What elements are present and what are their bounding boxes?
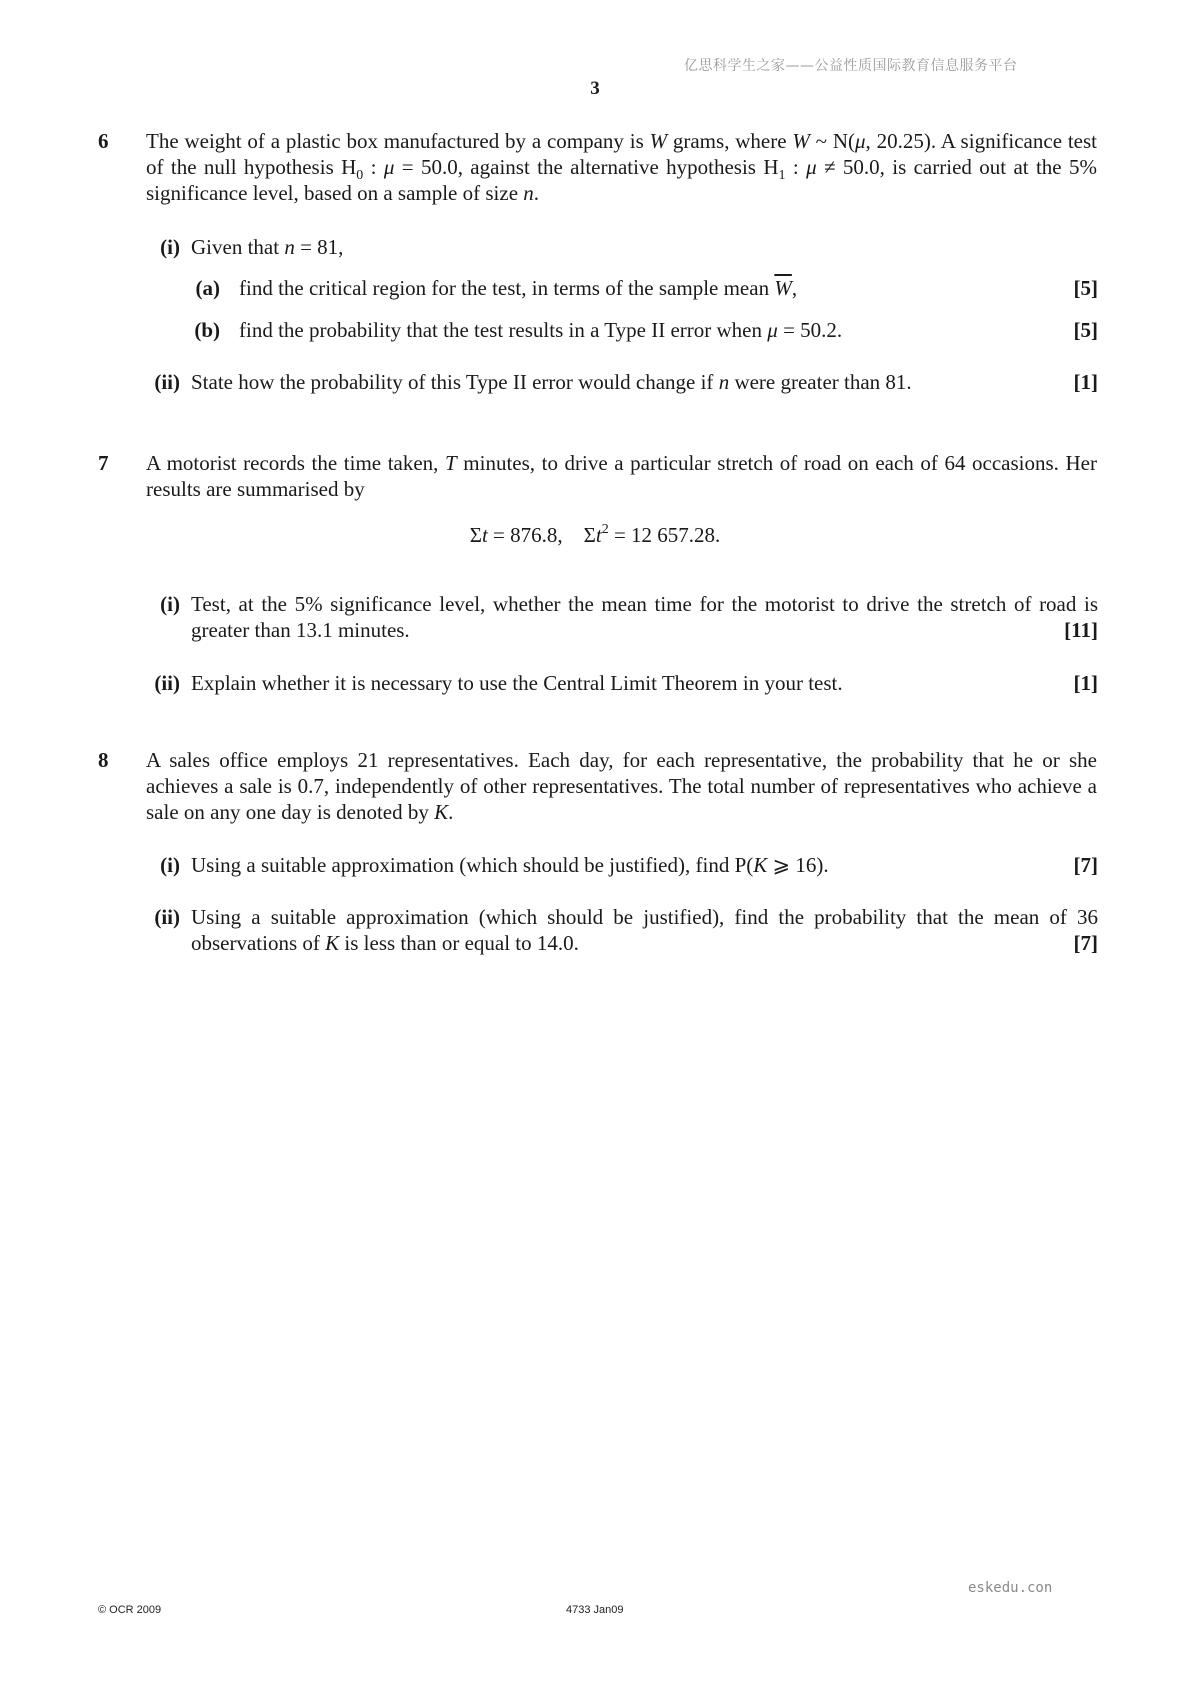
part-text: Test, at the 5% significance level, whether the mean time for the motorist to drive the stretch of road is greater than 13.1 minutes. bbox=[191, 592, 1098, 642]
part-text: find the critical region for the test, in terms of the sample mean $\overline{W}$, bbox=[239, 276, 798, 300]
question-8 bbox=[98, 747, 1098, 825]
part-label: (ii) bbox=[154, 671, 180, 695]
page-number: 3 bbox=[590, 78, 600, 99]
part-label: (ii) bbox=[154, 370, 180, 394]
part-label: (i) bbox=[160, 235, 180, 259]
question-number: 6 bbox=[98, 129, 109, 153]
part-text: Given that n = 81, bbox=[191, 235, 344, 259]
part-label: (i) bbox=[160, 853, 180, 877]
part-text: State how the probability of this Type II error would change if n were greater than 81. bbox=[191, 370, 912, 394]
part-text: Using a suitable approximation (which should be justified), find the probability that the mean of 36 observations of K is less than or equal to 14.0. bbox=[191, 905, 1098, 955]
marks-badge: [7] bbox=[1073, 853, 1098, 877]
part-label: (a) bbox=[195, 276, 220, 300]
part-text: Using a suitable approximation (which should be justified), find P(K ⩾ 16). bbox=[191, 853, 829, 877]
question-stem: A motorist records the time taken, T minutes, to drive a particular stretch of road on each of 64 occasions. Her results are summarised by bbox=[146, 451, 1097, 501]
question-stem: A sales office employs 21 representatives. Each day, for each representative, the probability that he or she achieves a sale is 0.7, independently of other representatives. The total number of representatives who achieve a sale on any one day is denoted by K. bbox=[146, 748, 1097, 824]
question-number: 7 bbox=[98, 451, 109, 475]
marks-badge: [7] bbox=[1073, 931, 1098, 955]
marks-badge: [5] bbox=[1073, 276, 1098, 300]
question-6 bbox=[98, 128, 1098, 206]
summary-formula: Σt = 876.8, $\Sigma t^2 = 12$ 657.28. bbox=[469, 522, 721, 547]
marks-badge: [1] bbox=[1073, 370, 1098, 394]
question-number: 8 bbox=[98, 748, 109, 772]
part-text: find the probability that the test results in a Type II error when μ = 50.2. bbox=[239, 318, 843, 342]
footer-watermark: eskedu.con bbox=[968, 1580, 1053, 1596]
footer-paper-code: 4733 Jan09 bbox=[566, 1604, 624, 1616]
part-text: Explain whether it is necessary to use the Central Limit Theorem in your test. bbox=[191, 671, 843, 695]
question-stem: The weight of a plastic box manufactured by a company is W grams, where W ~ N(μ, 20.25). A significance test of the null hypothesis $H_0$ : μ = 50.0, against the alternative hypothesis $H_1$ : μ ≠ 50.0, is carried out at the 5% significance level, based on a sample of size n. bbox=[146, 129, 1097, 205]
part-label: (b) bbox=[194, 318, 220, 342]
marks-badge: [5] bbox=[1073, 318, 1098, 342]
part-label: (ii) bbox=[154, 905, 180, 929]
marks-badge: [11] bbox=[1064, 618, 1098, 642]
marks-badge: [1] bbox=[1073, 671, 1098, 695]
header-watermark: 亿思科学生之家——公益性质国际教育信息服务平台 bbox=[684, 58, 1018, 74]
question-7 bbox=[98, 450, 1098, 502]
part-label: (i) bbox=[160, 592, 180, 616]
footer-copyright: © OCR 2009 bbox=[98, 1604, 162, 1616]
